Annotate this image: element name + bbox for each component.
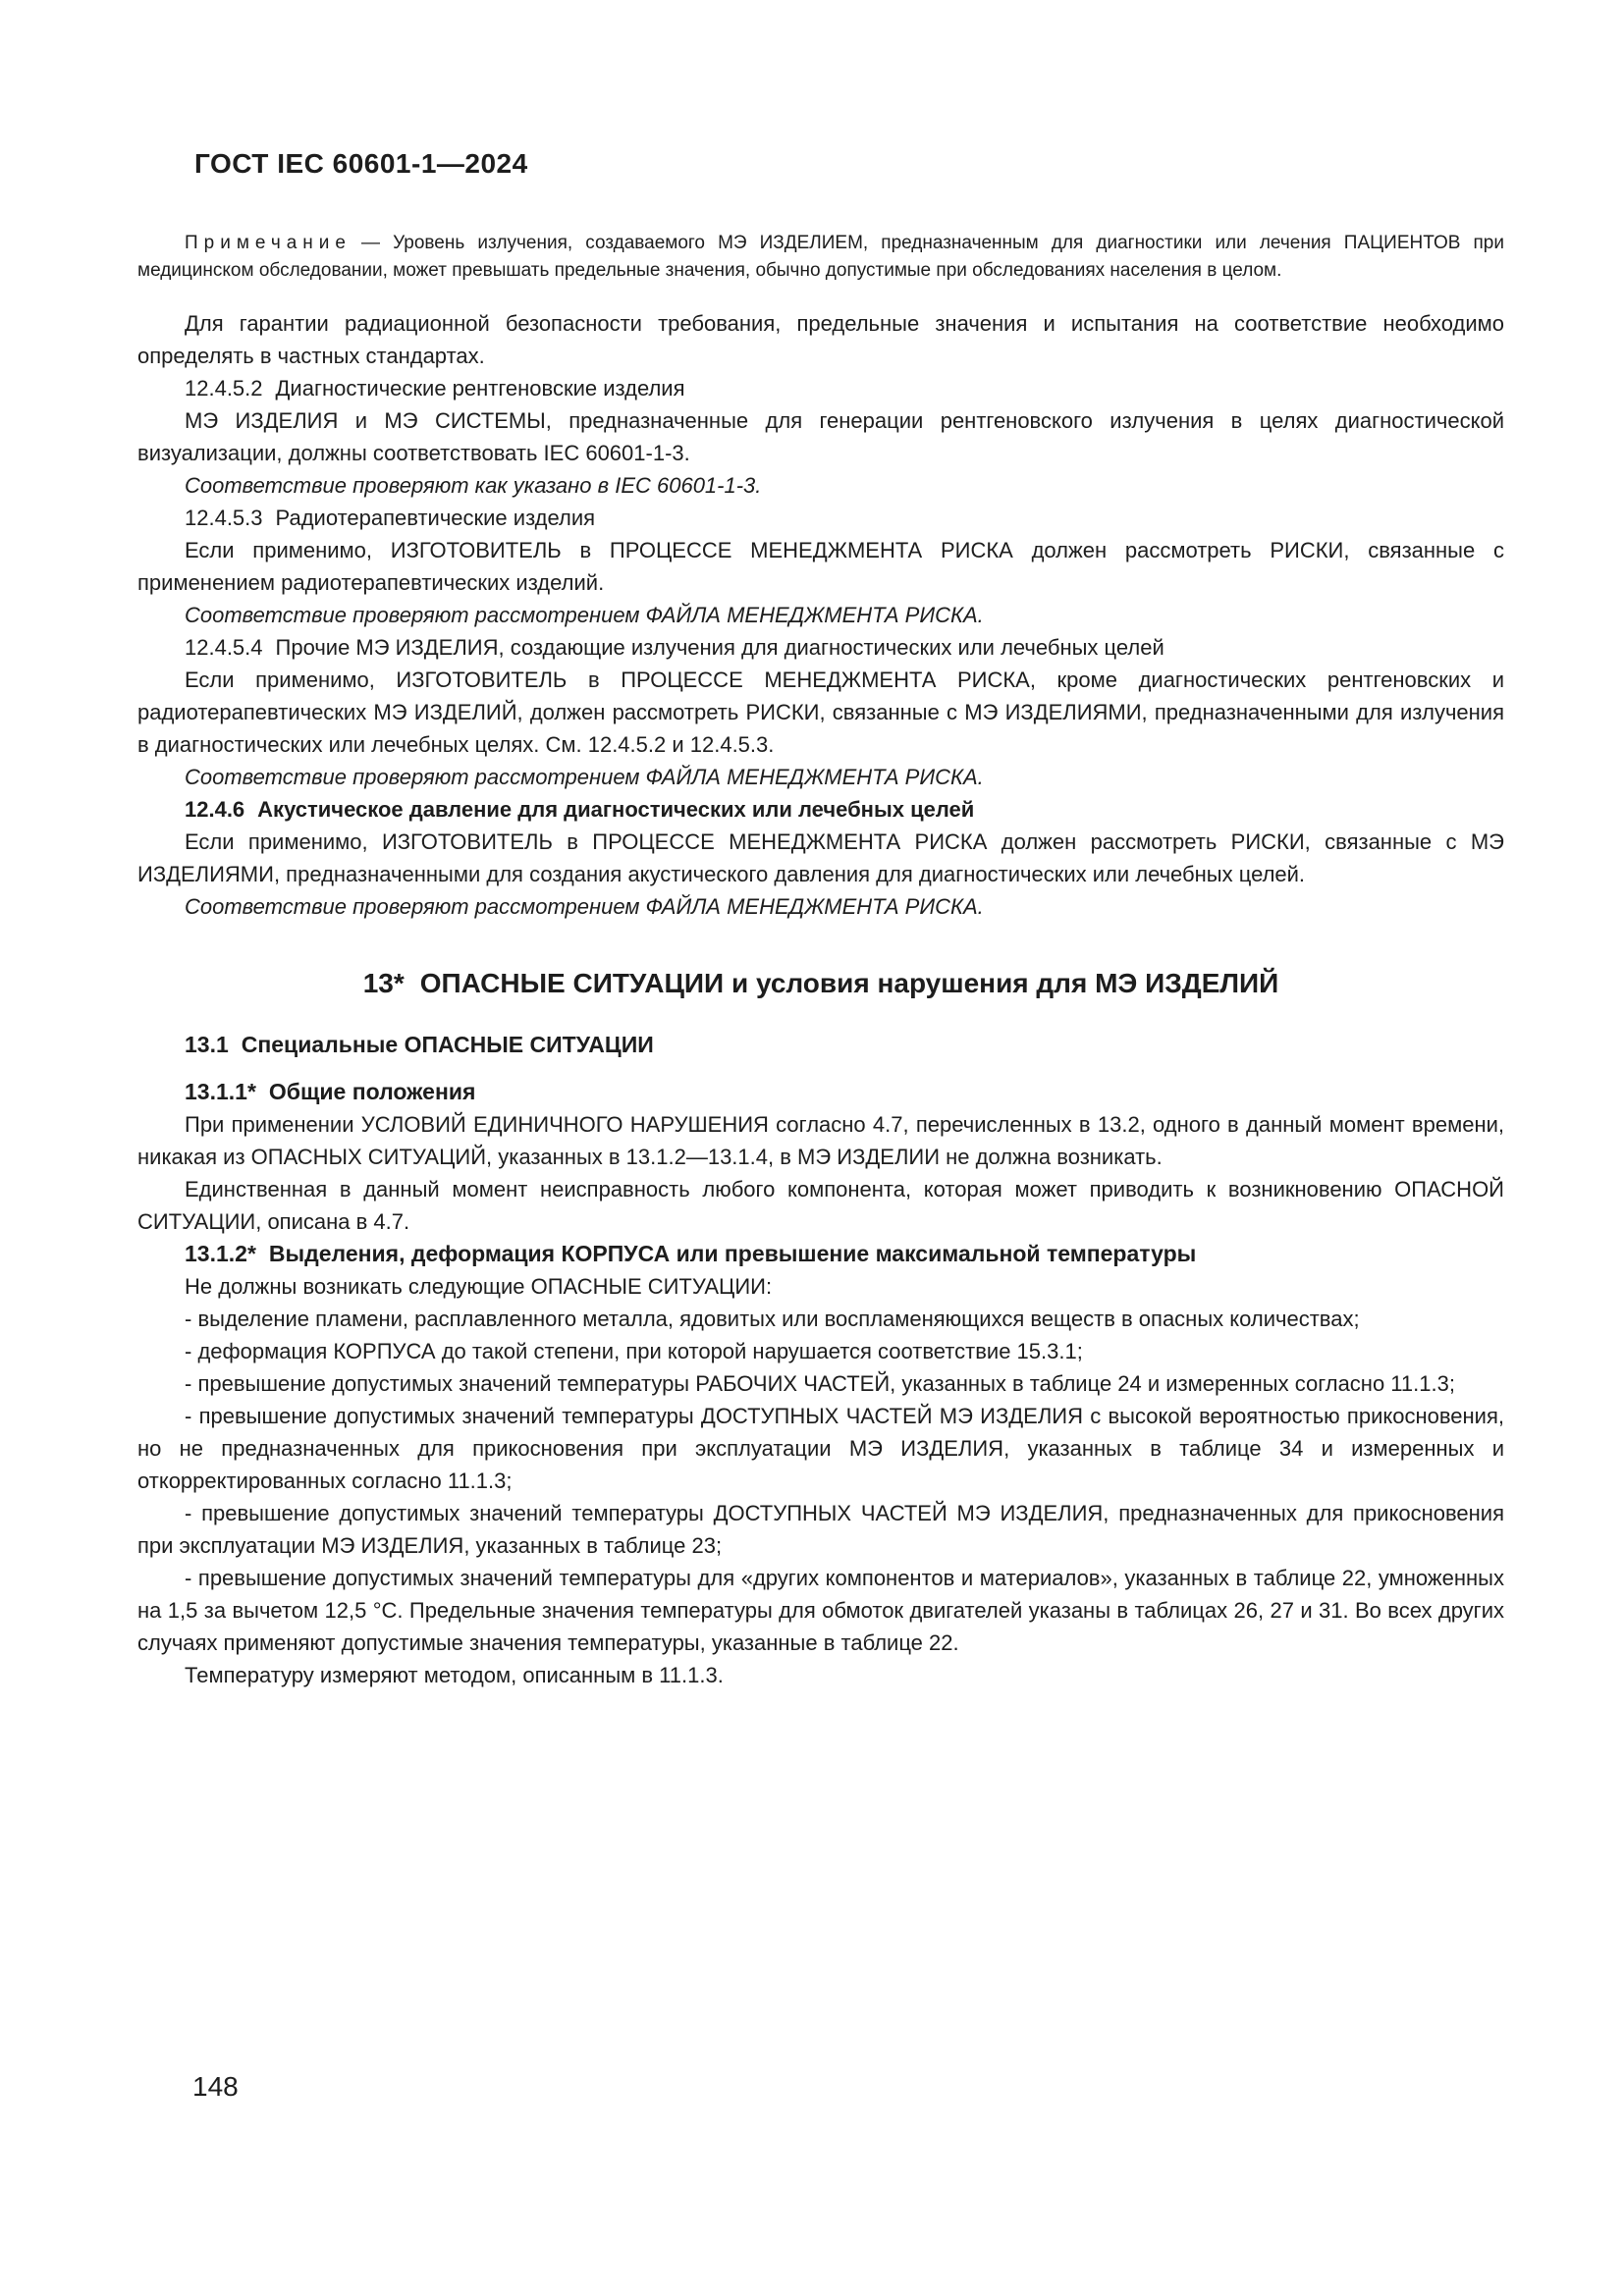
- paragraph: При применении УСЛОВИЙ ЕДИНИЧНОГО НАРУШЕНИЯ согласно 4.7, перечисленных в 13.2, одного в данный момент времени, никакая из ОПАСНЫХ СИТУАЦИЙ, указанных в 13.1.2—13.1.4, в МЭ ИЗДЕЛИИ не должна возникать.: [137, 1112, 1504, 1169]
- clause-heading-13-1-2: [137, 1238, 1504, 1270]
- section-heading-13: [137, 966, 1504, 1001]
- clause-heading-12-4-5-2: [137, 372, 1504, 404]
- compliance-statement: Соответствие проверяют как указано в IEC 60601-1-3.: [185, 473, 762, 498]
- paragraph: Если применимо, ИЗГОТОВИТЕЛЬ в ПРОЦЕССЕ МЕНЕДЖМЕНТА РИСКА, кроме диагностических рентгеновских и радиотерапевтических МЭ ИЗДЕЛИЙ, должен рассмотреть РИСКИ, связанные с МЭ ИЗДЕЛИЯМИ, предназначенными для излучения в диагностических или лечебных целях. См. 12.4.5.2 и 12.4.5.3.: [137, 667, 1504, 757]
- clause-number: 12.4.5.3: [185, 506, 263, 530]
- note-label: Примечание: [185, 233, 352, 253]
- clause-heading-12-4-5-3: [137, 502, 1504, 534]
- clause-number: 12.4.6: [185, 797, 245, 822]
- paragraph: Единственная в данный момент неисправность любого компонента, которая может приводить к возникновению ОПАСНОЙ СИТУАЦИИ, описана в 4.7.: [137, 1177, 1504, 1234]
- clause-heading-12-4-6: [137, 793, 1504, 826]
- list-item: - превышение допустимых значений температуры ДОСТУПНЫХ ЧАСТЕЙ МЭ ИЗДЕЛИЯ с высокой вероятностью прикосновения, но не предназначенных для прикосновения при эксплуатации МЭ ИЗДЕЛИЯ, указанных в таблице 34 и измеренных и откорректированных согласно 11.1.3;: [137, 1404, 1504, 1493]
- paragraph: Если применимо, ИЗГОТОВИТЕЛЬ в ПРОЦЕССЕ МЕНЕДЖМЕНТА РИСКА должен рассмотреть РИСКИ, связанные с МЭ ИЗДЕЛИЯМИ, предназначенными для создания акустического давления для диагностических или лечебных целей.: [137, 829, 1504, 886]
- clause-title: Акустическое давление для диагностических или лечебных целей: [257, 797, 975, 822]
- note-text: — Уровень излучения, создаваемого МЭ ИЗДЕЛИЕМ, предназначенным для диагностики или лечения ПАЦИЕНТОВ при медицинском обследовании, может превышать предельные значения, обычно допустимые при обследованиях населения в целом.: [137, 233, 1504, 281]
- clause-heading-12-4-5-4: [137, 631, 1504, 664]
- paragraph: Если применимо, ИЗГОТОВИТЕЛЬ в ПРОЦЕССЕ МЕНЕДЖМЕНТА РИСКА должен рассмотреть РИСКИ, связанные с применением радиотерапевтических изделий.: [137, 538, 1504, 595]
- clause-title: Специальные ОПАСНЫЕ СИТУАЦИИ: [241, 1032, 654, 1057]
- list-item: - превышение допустимых значений температуры РАБОЧИХ ЧАСТЕЙ, указанных в таблице 24 и измеренных согласно 11.1.3;: [185, 1371, 1455, 1396]
- section-number: 13*: [362, 968, 405, 998]
- clause-title: Выделения, деформация КОРПУСА или превышение максимальной температуры: [268, 1241, 1197, 1266]
- clause-title: Прочие МЭ ИЗДЕЛИЯ, создающие излучения для диагностических или лечебных целей: [275, 635, 1164, 660]
- clause-number: 13.1.1*: [185, 1079, 256, 1104]
- page-number: 148: [192, 2071, 239, 2102]
- note-paragraph: [137, 230, 1504, 285]
- section-title: ОПАСНЫЕ СИТУАЦИИ и условия нарушения для МЭ ИЗДЕЛИЙ: [419, 968, 1279, 998]
- clause-number: 13.1.2*: [185, 1241, 256, 1266]
- list-item: - превышение допустимых значений температуры для «других компонентов и материалов», указанных в таблице 22, умноженных на 1,5 за вычетом 12,5 °С. Предельные значения температуры для обмоток двигателей указаны в таблицах 26, 27 и 31. Во всех других случаях применяют допустимые значения температуры, указанные в таблице 22.: [137, 1566, 1504, 1655]
- clause-number: 13.1: [185, 1032, 229, 1057]
- clause-heading-13-1-1: [137, 1076, 1504, 1108]
- subsection-heading-13-1: [137, 1029, 1504, 1061]
- clause-number: 12.4.5.4: [185, 635, 263, 660]
- clause-title: Диагностические рентгеновские изделия: [275, 376, 685, 400]
- compliance-statement: Соответствие проверяют рассмотрением ФАЙЛА МЕНЕДЖМЕНТА РИСКА.: [185, 894, 984, 919]
- list-item: - деформация КОРПУСА до такой степени, при которой нарушается соответствие 15.3.1;: [185, 1339, 1083, 1363]
- paragraph: Не должны возникать следующие ОПАСНЫЕ СИТУАЦИИ:: [185, 1274, 773, 1299]
- list-item: - выделение пламени, расплавленного металла, ядовитых или воспламеняющихся веществ в опасных количествах;: [185, 1307, 1360, 1331]
- compliance-statement: Соответствие проверяют рассмотрением ФАЙЛА МЕНЕДЖМЕНТА РИСКА.: [185, 765, 984, 789]
- page-content: [137, 230, 1504, 1691]
- clause-title: Общие положения: [268, 1079, 476, 1104]
- running-header: ГОСТ IEC 60601-1—2024: [194, 148, 528, 179]
- compliance-statement: Соответствие проверяют рассмотрением ФАЙЛА МЕНЕДЖМЕНТА РИСКА.: [185, 603, 984, 627]
- paragraph: Для гарантии радиационной безопасности требования, предельные значения и испытания на соответствие необходимо определять в частных стандартах.: [137, 311, 1504, 368]
- list-item: - превышение допустимых значений температуры ДОСТУПНЫХ ЧАСТЕЙ МЭ ИЗДЕЛИЯ, предназначенных для прикосновения при эксплуатации МЭ ИЗДЕЛИЯ, указанных в таблице 23;: [137, 1501, 1504, 1558]
- paragraph: МЭ ИЗДЕЛИЯ и МЭ СИСТЕМЫ, предназначенные для генерации рентгеновского излучения в целях диагностической визуализации, должны соответствовать IEC 60601-1-3.: [137, 408, 1504, 465]
- paragraph: Температуру измеряют методом, описанным в 11.1.3.: [185, 1663, 724, 1687]
- clause-title: Радиотерапевтические изделия: [275, 506, 596, 530]
- clause-number: 12.4.5.2: [185, 376, 263, 400]
